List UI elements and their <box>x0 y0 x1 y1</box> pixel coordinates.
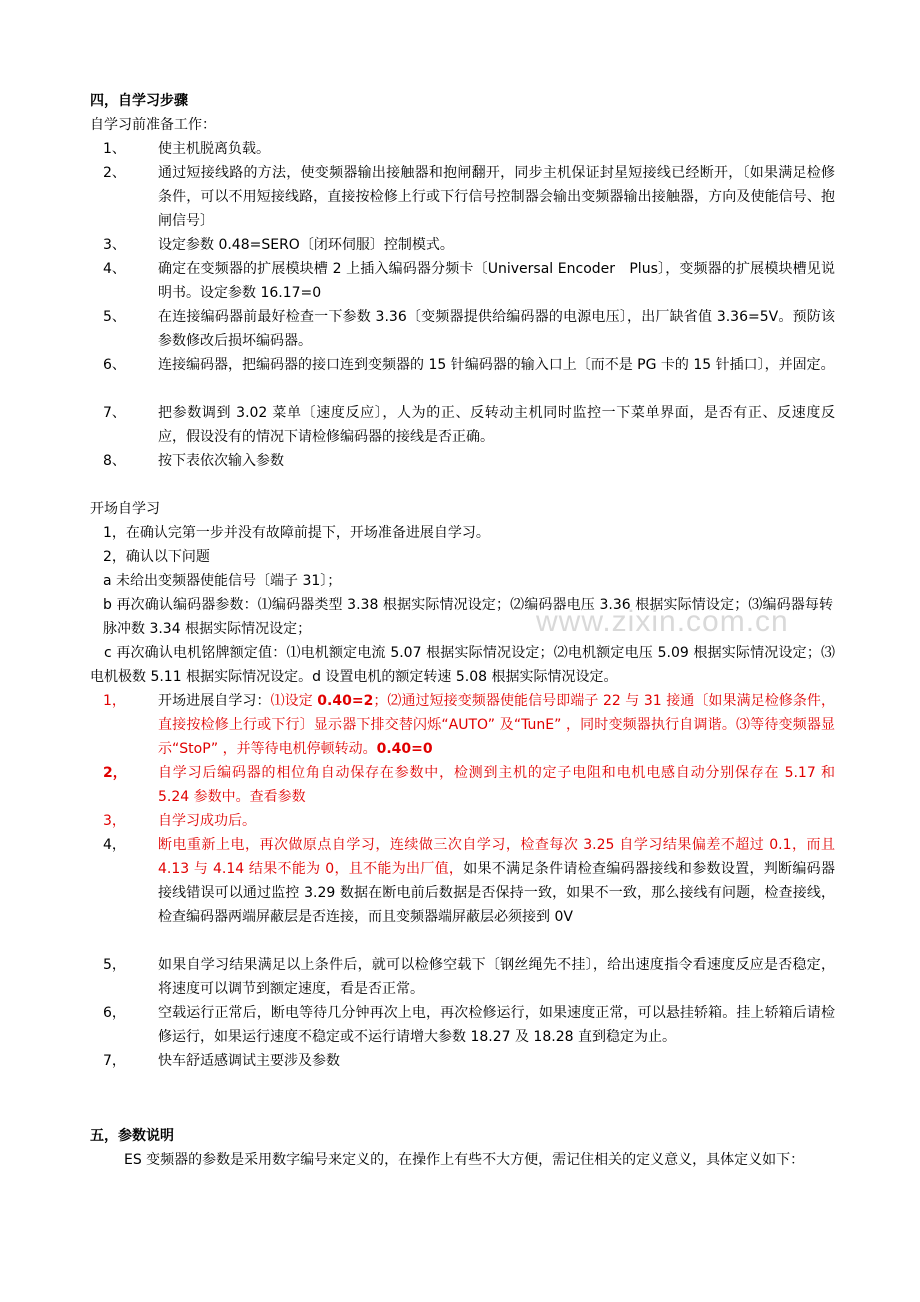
step-item-number: 4， <box>103 837 126 853</box>
step-item-number: 5， <box>103 957 126 973</box>
step-1-part-b: ；⑵通过短接变频器使能信号即端子 22 与 31 接通〔如果满足检修条件，直接按检修上行或下行〕显示器下排交替闪烁“AUTO” 及“TunE” ，同时变频器执行自调谐。⑶等待变频器显示“StoP” ，并等待电机停顿转动。 <box>158 693 835 757</box>
prep-item-number: 5、 <box>103 309 126 325</box>
prep-label: 自学习前准备工作： <box>90 117 216 133</box>
prep-item-number: 7、 <box>103 405 126 421</box>
step-item-4 <box>103 833 835 929</box>
prep-item-number: 3、 <box>103 237 126 253</box>
prep-item-number: 2、 <box>103 165 126 181</box>
step-1-part-a: ⑴设定 <box>270 693 318 709</box>
watermark: www.zixin.com.cn <box>536 605 789 638</box>
start-line-c: c 再次确认电机铭牌额定值：⑴电机额定电流 5.07 根据实际情况设定；⑵电机额定电压 5.09 根据实际情况设定；⑶电机极数 5.11 根据实际情况设定。d 设置电机的额定转速 5.08 根据实际情况设定。 <box>90 645 835 685</box>
start-line-1: 1，在确认完第一步并没有故障前提下，开场准备进展自学习。 <box>103 525 490 541</box>
prep-item-text: 使主机脱离负载。 <box>158 141 270 157</box>
step-1-param-a: 0.40=2 <box>317 693 374 709</box>
step-1-label: 开场进展自学习： <box>158 693 271 709</box>
step-item-7 <box>103 1049 835 1073</box>
start-line-2: 2，确认以下问题 <box>103 549 210 565</box>
prep-item-number: 8、 <box>103 453 126 469</box>
prep-item-text: 在连接编码器前最好检查一下参数 3.36〔变频器提供给编码器的电源电压〕，出厂缺省值 3.36=5V。预防该参数修改后损坏编码器。 <box>158 309 835 349</box>
step-item-number: 6， <box>103 1005 126 1021</box>
prep-item-text: 确定在变频器的扩展模块槽 2 上插入编码器分频卡〔Universal Encoder Plus〕，变频器的扩展模块槽见说明书。设定参数 16.17=0 <box>158 261 835 301</box>
step-item-text: 快车舒适感调试主要涉及参数 <box>158 1053 340 1069</box>
section-4-title: 四，自学习步骤 <box>90 93 188 109</box>
prep-item-number: 4、 <box>103 261 126 277</box>
step-item-6 <box>103 1001 835 1049</box>
prep-item-7 <box>103 401 835 449</box>
prep-item-number: 1、 <box>103 141 126 157</box>
prep-item-1 <box>103 137 835 161</box>
prep-item-number: 6、 <box>103 357 126 373</box>
step-item-3 <box>103 809 835 833</box>
section-5-body: ES 变频器的参数是采用数字编号来定义的，在操作上有些不大方便，需记住相关的定义意义，具体定义如下： <box>124 1152 805 1168</box>
prep-item-6 <box>103 353 835 377</box>
prep-item-2 <box>103 161 835 233</box>
step-item-1 <box>103 689 835 761</box>
prep-item-text: 连接编码器，把编码器的接口连到变频器的 15 针编码器的输入口上〔而不是 PG 卡的 15 针插口〕，并固定。 <box>158 357 835 373</box>
step-1-param-b: 0.40=0 <box>376 741 433 757</box>
step-item-2 <box>103 761 835 809</box>
step-item-text: 空载运行正常后，断电等待几分钟再次上电，再次检修运行，如果速度正常，可以悬挂轿箱。挂上轿箱后请检修运行，如果运行速度不稳定或不运行请增大参数 18.27 及 18.28 直到稳定为止。 <box>158 1005 835 1045</box>
section-5-title: 五，参数说明 <box>90 1128 174 1144</box>
prep-item-4 <box>103 257 835 305</box>
step-4-red-text: 断电重新上电，再次做原点自学习，连续做三次自学习，检查每次 3.25 自学习结果偏差不超过 0.1，而且 4.13 与 4.14 结果不能为 0，且不能为出厂值， <box>158 837 835 877</box>
prep-item-8 <box>103 449 835 473</box>
step-item-5 <box>103 953 835 1001</box>
step-item-text: 自学习后编码器的相位角自动保存在参数中，检测到主机的定子电阻和电机电感自动分别保存在 5.17 和 5.24 参数中。查看参数 <box>158 765 835 805</box>
step-item-text: 如果自学习结果满足以上条件后，就可以检修空载下〔钢丝绳先不挂〕，给出速度指令看速度反应是否稳定，将速度可以调节到额定速度，看是否正常。 <box>158 957 835 997</box>
prep-item-text: 把参数调到 3.02 菜单〔速度反应〕，人为的正、反转动主机同时监控一下菜单界面，是否有正、反速度反应，假设没有的情况下请检修编码器的接线是否正确。 <box>158 405 835 445</box>
step-item-number: 1， <box>103 693 126 709</box>
step-item-number: 7， <box>103 1053 126 1069</box>
prep-item-text: 通过短接线路的方法，使变频器输出接触器和抱闸翻开，同步主机保证封星短接线已经断开，〔如果满足检修条件，可以不用短接线路，直接按检修上行或下行信号控制器会输出变频器输出接触器，方向及使能信号、抱闸信号〕 <box>158 165 835 229</box>
step-item-text: 自学习成功后。 <box>158 813 256 829</box>
step-4-text: 如果不满足条件请检查编码器接线和参数设置，判断编码器接线错误可以通过监控 3.29 数据在断电前后数据是否保持一致，如果不一致，那么接线有问题，检查接线，检查编码器两端屏蔽层是否连接，而且变频器端屏蔽层必须接到 0V <box>158 861 835 925</box>
prep-item-text: 设定参数 0.48=SERO〔闭环伺服〕控制模式。 <box>158 237 454 253</box>
step-item-number: 3， <box>103 813 126 829</box>
start-line-b: b 再次确认编码器参数：⑴编码器类型 3.38 根据实际情况设定；⑵编码器电压 3.36 根据实际情设定；⑶编码器每转脉冲数 3.34 根据实际情况设定； <box>103 597 833 637</box>
prep-item-5 <box>103 305 835 353</box>
prep-item-text: 按下表依次输入参数 <box>158 453 284 469</box>
prep-item-3 <box>103 233 835 257</box>
step-item-number: 2， <box>103 765 127 781</box>
start-label: 开场自学习 <box>90 501 160 517</box>
start-line-a: a 未给出变频器使能信号〔端子 31〕； <box>103 573 342 589</box>
